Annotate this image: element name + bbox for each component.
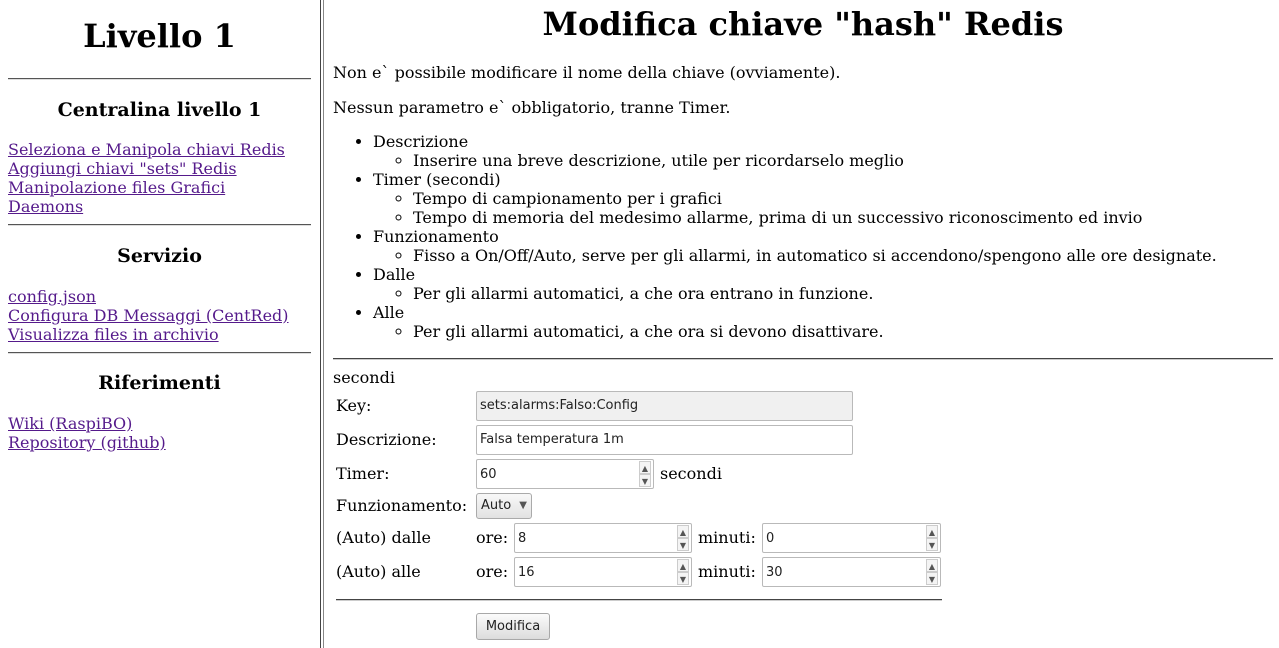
to-minutes-spinner[interactable] [926,559,938,585]
param-note: ◦ Tempo di memoria del medesimo allarme, prima di un successivo riconoscimento ed invio [413,208,1217,227]
spin-down-icon[interactable]: ▼ [677,572,689,585]
divider [333,358,1273,360]
param-item [373,303,1217,341]
description-input[interactable]: Falsa temperatura 1m [476,425,853,455]
to-minutes-label: minuti: [698,562,756,581]
from-hours-input[interactable] [514,523,692,553]
mode-label: Funzionamento: [336,496,468,515]
to-hours-label: ore: [476,562,509,581]
param-name: Alle [373,303,405,322]
link-configura-db[interactable]: Configura DB Messaggi (CentRed) [8,306,289,325]
intro-text: Non e` possibile modificare il nome della chiave (ovviamente). [333,63,841,82]
divider [8,224,311,226]
param-item [373,170,1217,227]
spin-up-icon[interactable]: ▲ [677,559,689,572]
sidebar-title: Livello 1 [83,17,236,55]
description-label: Descrizione: [336,430,437,449]
required-note: Nessun parametro e` obbligatorio, tranne Timer. [333,98,731,117]
param-note: ◦ Tempo di campionamento per i grafici [413,189,1217,208]
link-aggiungi-sets[interactable]: Aggiungi chiavi "sets" Redis [8,159,237,178]
divider [8,352,311,354]
link-daemons[interactable]: Daemons [8,197,84,216]
from-minutes-value[interactable] [763,524,924,552]
spin-up-icon[interactable]: ▲ [926,559,938,572]
link-config-json[interactable]: config.json [8,287,97,306]
to-hours-spinner[interactable] [677,559,689,585]
to-hours-input[interactable] [514,557,692,587]
spin-down-icon[interactable]: ▼ [926,538,938,551]
links-centralina [8,140,311,216]
links-servizio [8,287,311,344]
frame-divider[interactable] [320,0,321,648]
link-visualizza-archivio[interactable]: Visualizza files in archivio [8,325,219,344]
link-wiki[interactable]: Wiki (RaspiBO) [8,414,133,433]
timer-value[interactable] [477,460,638,488]
section-heading-riferimenti: Riferimenti [98,372,221,394]
spin-up-icon[interactable]: ▲ [639,461,651,474]
section-heading-servizio: Servizio [117,245,202,267]
from-label: (Auto) dalle [336,528,431,547]
spin-up-icon[interactable]: ▲ [677,525,689,538]
chevron-down-icon: ▼ [519,500,527,511]
mode-select[interactable] [476,493,532,519]
section-heading-centralina: Centralina livello 1 [57,99,262,121]
spin-down-icon[interactable]: ▼ [926,572,938,585]
from-minutes-spinner[interactable] [926,525,938,551]
unit-label: secondi [333,368,395,387]
page-title: Modifica chiave "hash" Redis [542,5,1064,43]
key-label: Key: [336,396,372,415]
frame-divider-shadow [323,0,324,648]
param-name: Dalle [373,265,416,284]
links-riferimenti [8,414,311,452]
from-minutes-label: minuti: [698,528,756,547]
divider [8,78,311,80]
param-item [373,227,1217,265]
link-seleziona-chiavi[interactable]: Seleziona e Manipola chiavi Redis [8,140,285,159]
param-note: ◦ Per gli allarmi automatici, a che ora si devono disattivare. [413,322,1217,341]
timer-label: Timer: [336,464,390,483]
to-minutes-input[interactable] [762,557,941,587]
param-note: ◦ Inserire una breve descrizione, utile per ricordarselo meglio [413,151,1217,170]
param-name: Funzionamento [373,227,499,246]
mode-selected-value: Auto [481,498,512,513]
param-name: Descrizione [373,132,469,151]
from-hours-label: ore: [476,528,509,547]
main-content [333,0,1273,648]
from-hours-value[interactable] [515,524,676,552]
timer-input[interactable] [476,459,654,489]
divider [336,599,942,601]
key-field[interactable]: sets:alarms:Falso:Config [476,391,853,421]
param-name: Timer (secondi) [373,170,501,189]
sidebar [0,0,319,648]
param-item [373,132,1217,170]
modifica-button[interactable]: Modifica [476,613,550,640]
link-manipolazione-grafici[interactable]: Manipolazione files Grafici [8,178,226,197]
parameter-list [333,132,1217,341]
to-label: (Auto) alle [336,562,421,581]
timer-spinner[interactable] [639,461,651,487]
param-item [373,265,1217,303]
timer-unit: secondi [660,464,722,483]
to-minutes-value[interactable] [763,558,924,586]
param-note: ◦ Per gli allarmi automatici, a che ora entrano in funzione. [413,284,1217,303]
from-minutes-input[interactable] [762,523,941,553]
spin-down-icon[interactable]: ▼ [677,538,689,551]
from-hours-spinner[interactable] [677,525,689,551]
to-hours-value[interactable] [515,558,676,586]
spin-down-icon[interactable]: ▼ [639,474,651,487]
spin-up-icon[interactable]: ▲ [926,525,938,538]
param-note: ◦ Fisso a On/Off/Auto, serve per gli allarmi, in automatico si accendono/spengono alle ore designate. [413,246,1217,265]
link-repository[interactable]: Repository (github) [8,433,166,452]
